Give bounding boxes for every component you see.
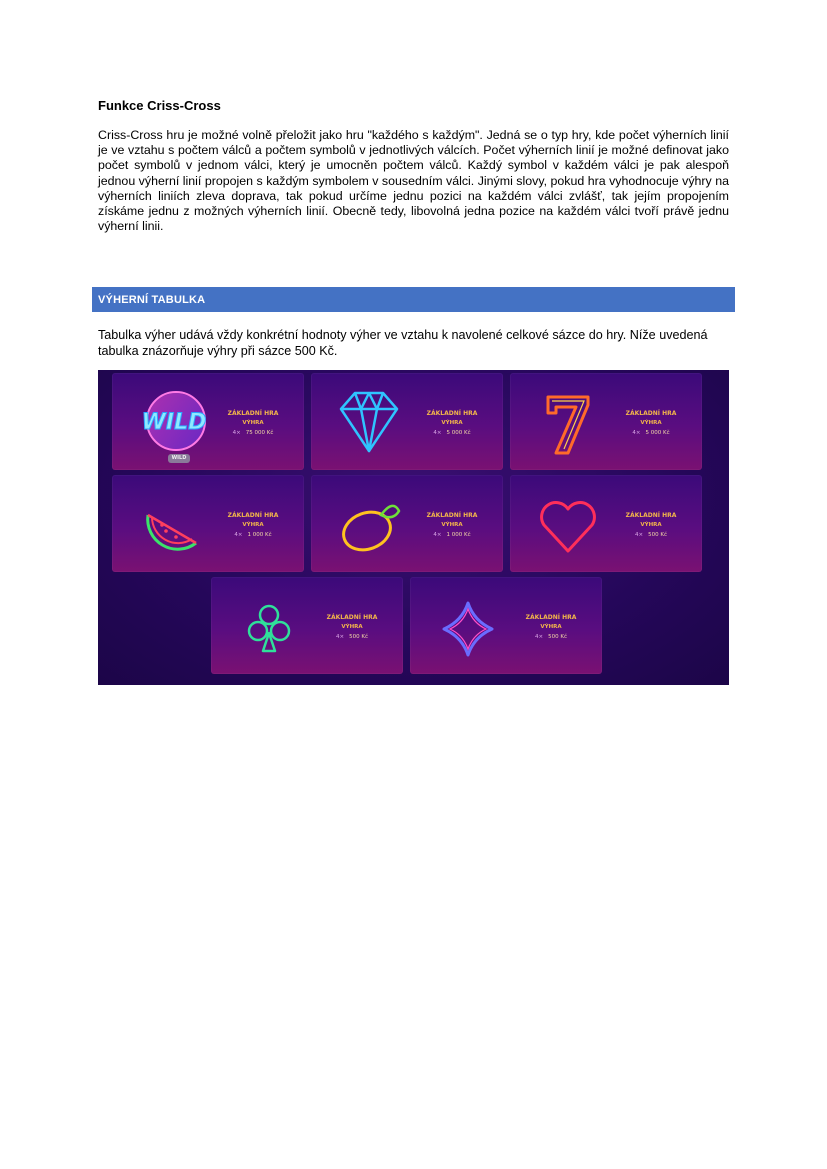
- paytable-card-heart: [510, 475, 702, 572]
- card-count: 4×: [234, 532, 243, 538]
- intro-paragraph: Criss-Cross hru je možné volně přeložit jako hru "každého s každým". Jedná se o typ hry, kde počet výherních linií je ve vztahu s počtem válců a počtem symbolů v jednotlivých válcích. Počet výherních linií je možné definovat jako počet symbolů v jednom válci, který je umocněn počtem válců. Každý symbol v každém válci je pak alespoň jednou výherní linií propojen s každým symbolem v sousedním válci. Jinými slovy, pokud hra vyhodnocuje výhry na výherních liniích zleva doprava, tak pokud určíme jednu pozici na každém válci zvlášť, tak jejím propojením získáme jednu z možných výherních linií. Obecně tedy, libovolná jedna pozice na každém válci tvoří právě jednu výherní linii.: [98, 128, 729, 234]
- card-label: ZÁKLADNÍ HRA: [227, 410, 279, 417]
- card-sublabel: VÝHRA: [242, 420, 264, 426]
- paytable-screenshot: [98, 370, 729, 685]
- card-info: [407, 512, 497, 538]
- card-payout-row: [606, 532, 696, 538]
- card-count: 4×: [433, 532, 442, 538]
- paytable-card-diamond-suit: [410, 577, 602, 674]
- card-amount: 1 000 Kč: [446, 532, 471, 538]
- wild-tag: WILD: [168, 454, 190, 463]
- card-amount: 500 Kč: [349, 634, 368, 640]
- diamond-gem-icon: [323, 379, 413, 465]
- card-sublabel: VÝHRA: [640, 522, 662, 528]
- card-info: [208, 410, 298, 436]
- section-title: VÝHERNÍ TABULKA: [98, 294, 206, 306]
- card-count: 4×: [336, 634, 345, 640]
- paytable-card-seven: [510, 373, 702, 470]
- card-payout-row: [208, 430, 298, 436]
- card-payout-row: [208, 532, 298, 538]
- heart-icon: [522, 481, 612, 567]
- card-sublabel: VÝHRA: [441, 522, 463, 528]
- card-count: 4×: [632, 430, 641, 436]
- lemon-icon: [323, 481, 413, 567]
- card-sublabel: VÝHRA: [341, 624, 363, 630]
- card-label: ZÁKLADNÍ HRA: [625, 410, 677, 417]
- section-header-paytable: [92, 287, 735, 312]
- card-label: ZÁKLADNÍ HRA: [326, 614, 378, 621]
- card-info: [307, 614, 397, 640]
- card-amount: 500 Kč: [548, 634, 567, 640]
- card-payout-row: [606, 430, 696, 436]
- paytable-card-club: [211, 577, 403, 674]
- card-info: [407, 410, 497, 436]
- page-heading: Funkce Criss-Cross: [98, 98, 221, 113]
- paytable-card-lemon: [311, 475, 503, 572]
- paytable-description: Tabulka výher udává vždy konkrétní hodnoty výher ve vztahu k navolené celkové sázce do hry. Níže uvedená tabulka znázorňuje výhry při sázce 500 Kč.: [98, 328, 708, 358]
- card-label: ZÁKLADNÍ HRA: [625, 512, 677, 519]
- card-amount: 75 000 Kč: [245, 430, 274, 436]
- card-count: 4×: [433, 430, 442, 436]
- paytable-card-watermelon: [112, 475, 304, 572]
- card-info: [208, 512, 298, 538]
- card-sublabel: VÝHRA: [640, 420, 662, 426]
- card-payout-row: [307, 634, 397, 640]
- card-info: [606, 512, 696, 538]
- wild-icon: [124, 379, 214, 465]
- card-amount: 500 Kč: [648, 532, 667, 538]
- card-payout-row: [506, 634, 596, 640]
- seven-icon: [522, 379, 612, 465]
- card-amount: 5 000 Kč: [645, 430, 670, 436]
- card-sublabel: VÝHRA: [441, 420, 463, 426]
- paytable-card-wild: [112, 373, 304, 470]
- card-sublabel: VÝHRA: [242, 522, 264, 528]
- card-payout-row: [407, 430, 497, 436]
- card-sublabel: VÝHRA: [540, 624, 562, 630]
- card-amount: 1 000 Kč: [247, 532, 272, 538]
- card-count: 4×: [635, 532, 644, 538]
- card-payout-row: [407, 532, 497, 538]
- card-count: 4×: [232, 430, 241, 436]
- watermelon-icon: [124, 481, 214, 567]
- paytable-card-diamond: [311, 373, 503, 470]
- club-icon: [223, 583, 313, 669]
- diamond-suit-icon: [422, 583, 512, 669]
- card-label: ZÁKLADNÍ HRA: [426, 512, 478, 519]
- svg-text:WILD: WILD: [141, 410, 207, 435]
- card-info: [506, 614, 596, 640]
- card-info: [606, 410, 696, 436]
- card-count: 4×: [535, 634, 544, 640]
- card-label: ZÁKLADNÍ HRA: [525, 614, 577, 621]
- card-label: ZÁKLADNÍ HRA: [227, 512, 279, 519]
- card-amount: 5 000 Kč: [446, 430, 471, 436]
- card-label: ZÁKLADNÍ HRA: [426, 410, 478, 417]
